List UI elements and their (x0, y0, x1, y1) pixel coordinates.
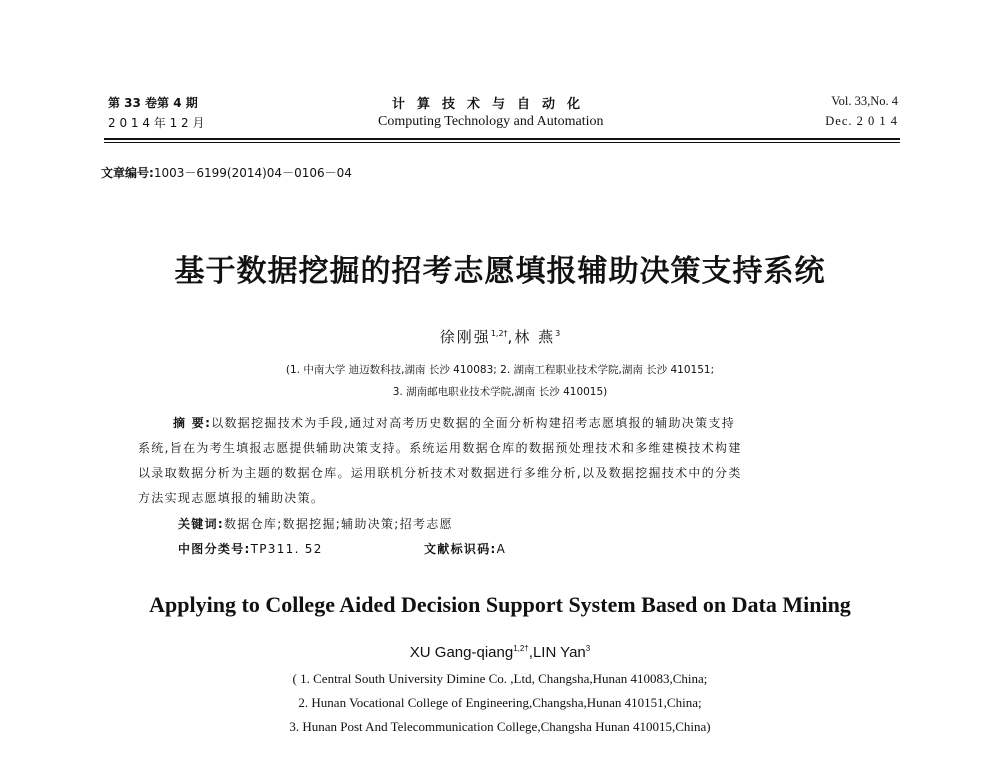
affiliation-en-line-1: ( 1. Central South University Dimine Co. ,Ltd, Changsha,Hunan 410083,China; (292, 671, 708, 686)
affiliation-cn-line-2: 3. 湖南邮电职业技术学院,湖南 长沙 410015) (392, 386, 608, 398)
article-number-label: 文章编号: (101, 166, 154, 180)
author-2-en: LIN Yan (532, 644, 586, 661)
author-2-cn-sup: 3 (555, 329, 561, 338)
author-1-cn: 徐刚强 (439, 328, 491, 346)
title-cn: 基于数据挖掘的招考志愿填报辅助决策支持系统 (174, 254, 826, 289)
keywords-value: 数据仓库;数据挖掘;辅助决策;招考志愿 (224, 517, 453, 531)
title-en: Applying to College Aided Decision Support System Based on Data Mining (149, 592, 851, 617)
affiliation-en-line-2: 2. Hunan Vocational College of Engineering,Changsha,Hunan 410151,China; (298, 695, 702, 710)
authors-cn (0, 326, 1000, 347)
issue-date-cn: 2 0 1 4 年 1 2 月 (108, 116, 205, 130)
author-1-cn-sup: 1,2† (490, 329, 508, 338)
article-number (101, 164, 352, 181)
journal-name-cn: 计算技术与自动化 (392, 97, 593, 112)
author-separator-cn: , (507, 328, 515, 346)
issue-date-en: Dec. 2 0 1 4 (825, 114, 898, 128)
abstract-line-1 (173, 414, 735, 431)
journal-name-en: Computing Technology and Automation (378, 114, 604, 129)
classification-value: TP311. 52 (250, 542, 323, 556)
document-code-value: A (496, 542, 507, 556)
keywords-label: 关键词: (178, 517, 224, 531)
classification-number (178, 540, 323, 557)
issue-number: 第 33 卷第 4 期 (108, 96, 198, 110)
affiliation-cn-line-1: (1. 中南大学 迪迈数科技,湖南 长沙 410083; 2. 湖南工程职业技术学院,湖南 长沙 410151; (285, 364, 715, 376)
abstract-line-4: 方法实现志愿填报的辅助决策。 (138, 491, 325, 505)
header-rule-thin (104, 142, 900, 143)
article-number-value: 1003－6199(2014)04－0106－04 (153, 166, 352, 180)
document-code (424, 540, 506, 557)
header-rule-thick (104, 138, 900, 140)
abstract-label: 摘 要: (173, 416, 212, 430)
abstract-line-3: 以录取数据分析为主题的数据仓库。运用联机分析技术对数据进行多维分析,以及数据挖掘技术中的分类 (138, 466, 742, 480)
author-2-cn: 林 燕 (514, 328, 556, 346)
classification-label: 中图分类号: (178, 542, 251, 556)
author-separator-en: , (528, 644, 533, 661)
author-1-en: XU Gang-qiang (409, 644, 514, 661)
author-1-en-sup: 1,2† (513, 644, 529, 653)
abstract-text-1: 以数据挖掘技术为手段,通过对高考历史数据的全面分析构建招考志愿填报的辅助决策支持 (211, 416, 736, 430)
keywords (178, 515, 453, 532)
authors-en (0, 644, 1000, 661)
volume-number: Vol. 33,No. 4 (831, 94, 898, 108)
abstract-line-2: 系统,旨在为考生填报志愿提供辅助决策支持。系统运用数据仓库的数据预处理技术和多维建模技术构建 (138, 441, 742, 455)
affiliation-en-line-3: 3. Hunan Post And Telecommunication College,Changsha Hunan 410015,China) (289, 719, 711, 734)
author-2-en-sup: 3 (585, 644, 591, 653)
document-code-label: 文献标识码: (424, 542, 497, 556)
